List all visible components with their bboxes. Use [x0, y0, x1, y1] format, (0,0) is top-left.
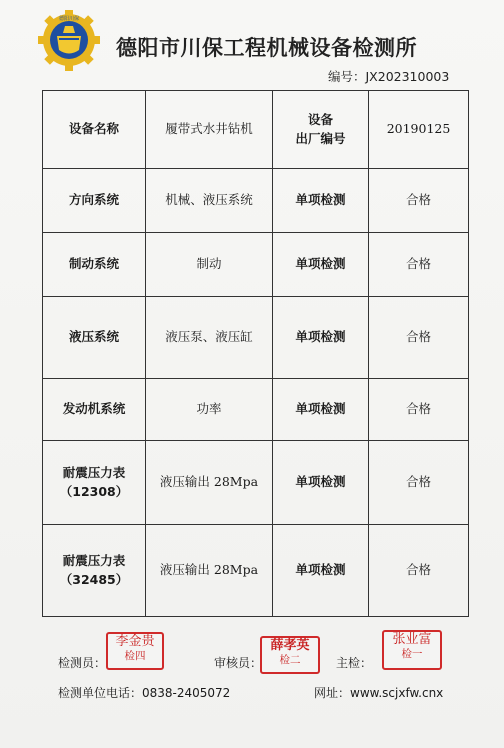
inspector-stamp-name: 李金贵	[115, 634, 155, 649]
table-row	[43, 379, 469, 441]
website[interactable]: 网址：www.scjxfw.cnx	[314, 686, 444, 700]
system-name-line1: 耐震压力表	[62, 553, 126, 569]
table-row	[43, 525, 469, 617]
reviewer-stamp-name: 薛孝英	[270, 638, 310, 653]
serial-number-value: 20190125	[369, 91, 469, 169]
inspection-result: 合格	[369, 297, 469, 379]
system-name: 发动机系统	[43, 379, 146, 441]
supervisor-stamp-role: 检一	[401, 648, 423, 660]
inspection-item: 液压泵、液压缸	[146, 297, 273, 379]
device-name-label: 设备名称	[43, 91, 146, 169]
inspection-item: 功率	[146, 379, 273, 441]
reviewer-stamp	[260, 636, 320, 674]
system-name: 制动系统	[43, 233, 146, 297]
system-name	[43, 525, 146, 617]
table-row	[43, 297, 469, 379]
serial-label-line1: 设备	[307, 112, 333, 128]
supervisor-label: 主检：	[336, 656, 373, 670]
inspection-item: 液压输出 28Mpa	[146, 525, 273, 617]
inspection-result: 合格	[369, 525, 469, 617]
inspection-type: 单项检测	[273, 379, 369, 441]
supervisor-stamp-name: 张业富	[392, 632, 432, 647]
inspection-type: 单项检测	[273, 441, 369, 525]
reviewer-label: 审核员：	[214, 656, 263, 670]
inspection-type: 单项检测	[273, 297, 369, 379]
system-code: （32485）	[59, 571, 129, 587]
document-number: 编号：JX202310003	[328, 69, 450, 84]
inspection-type: 单项检测	[273, 169, 369, 233]
page-title: 德阳市川保工程机械设备检测所	[116, 36, 417, 60]
inspection-item: 液压输出 28Mpa	[146, 441, 273, 525]
inspector-label: 检测员：	[58, 656, 107, 670]
system-name	[43, 441, 146, 525]
inspection-result: 合格	[369, 169, 469, 233]
inspection-result: 合格	[369, 233, 469, 297]
emblem-text: 德阳川保	[58, 16, 80, 22]
table-row	[43, 91, 469, 169]
device-name-value: 履带式水井钻机	[146, 91, 273, 169]
serial-label-line2: 出厂编号	[295, 130, 346, 146]
reviewer-stamp-role: 检二	[279, 654, 301, 666]
inspection-table	[42, 90, 469, 617]
system-code: （12308）	[59, 483, 129, 499]
inspection-type: 单项检测	[273, 233, 369, 297]
inspection-item: 制动	[146, 233, 273, 297]
gear-shield-emblem-icon	[38, 10, 100, 72]
table-row	[43, 441, 469, 525]
inspection-type: 单项检测	[273, 525, 369, 617]
inspector-stamp-role: 检四	[124, 650, 146, 662]
inspection-result: 合格	[369, 441, 469, 525]
serial-number-label	[273, 91, 369, 169]
inspector-stamp	[106, 632, 164, 670]
contact-phone: 检测单位电话：0838-2405072	[58, 686, 231, 700]
inspection-result: 合格	[369, 379, 469, 441]
system-name-line1: 耐震压力表	[62, 465, 126, 481]
table-row	[43, 169, 469, 233]
inspection-item: 机械、液压系统	[146, 169, 273, 233]
table-row	[43, 233, 469, 297]
system-name: 方向系统	[43, 169, 146, 233]
system-name: 液压系统	[43, 297, 146, 379]
supervisor-stamp	[382, 630, 442, 670]
signature-row	[0, 632, 504, 684]
